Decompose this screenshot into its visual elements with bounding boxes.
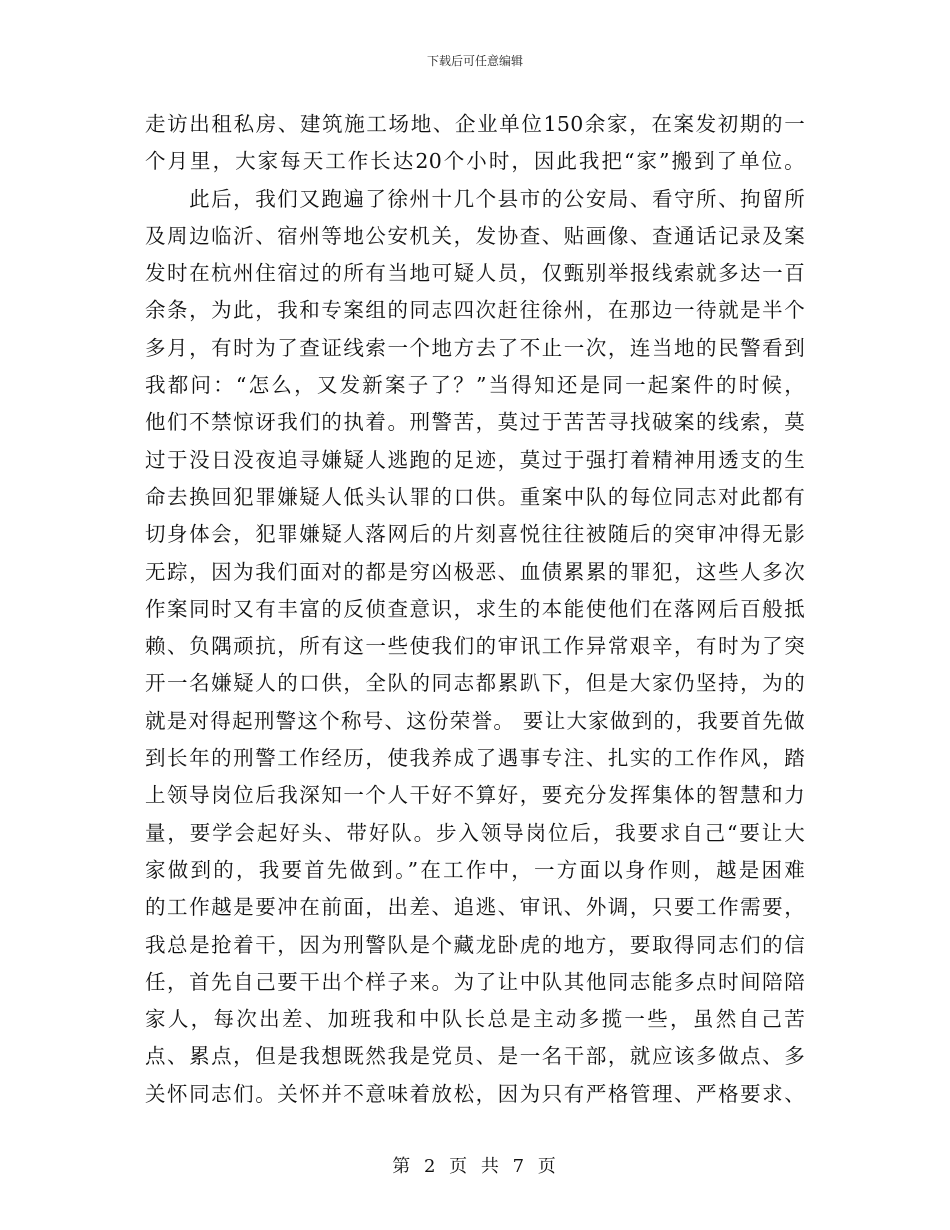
text-line: 命去换回犯罪嫌疑人低头认罪的口供。重案中队的每位同志对此都有: [145, 484, 805, 509]
text-line: 多月，有时为了查证线索一个地方去了不止一次，连当地的民警看到: [145, 335, 805, 360]
text-line: 的工作越是要冲在前面，出差、追逃、审讯、外调，只要工作需要，: [145, 895, 805, 920]
text-line: 家做到的，我要首先做到。”在工作中，一方面以身作则，越是困难: [145, 857, 805, 882]
text-line: 开一名嫌疑人的口供，全队的同志都累趴下，但是大家仍坚持，为的: [145, 671, 805, 696]
text-line: 我总是抢着干，因为刑警队是个藏龙卧虎的地方，要取得同志们的信: [145, 932, 805, 957]
text-line: 家人，每次出差、加班我和中队长总是主动多揽一些，虽然自己苦: [145, 1007, 805, 1032]
text-line: 任，首先自己要干出个样子来。为了让中队其他同志能多点时间陪陪: [145, 969, 805, 994]
text-line: 无踪，因为我们面对的都是穷凶极恶、血债累累的罪犯，这些人多次: [145, 559, 805, 584]
text-line: 上领导岗位后我深知一个人干好不算好，要充分发挥集体的智慧和力: [145, 783, 805, 808]
text-line: 走访出租私房、建筑施工场地、企业单位150余家，在案发初期的一: [145, 112, 805, 136]
text-line: 赖、负隅顽抗，所有这一些使我们的审讯工作异常艰辛，有时为了突: [145, 634, 805, 659]
text-line: 我都问：“怎么，又发新案子了？”当得知还是同一起案件的时候，: [145, 373, 805, 398]
text-line: 到长年的刑警工作经历，使我养成了遇事专注、扎实的工作作风，踏: [145, 746, 805, 771]
text-line: 及周边临沂、宿州等地公安机关，发协查、贴画像、查通话记录及案: [145, 223, 805, 248]
text-line: 切身体会，犯罪嫌疑人落网后的片刻喜悦往往被随后的突审冲得无影: [145, 522, 805, 547]
page-header: 下载后可任意编辑: [426, 54, 523, 68]
page-footer: 第 2 页 共 7 页: [392, 1156, 558, 1177]
text-line: 关怀同志们。关怀并不意味着放松，因为只有严格管理、严格要求、: [145, 1081, 805, 1106]
text-line: 他们不禁惊讶我们的执着。刑警苦，莫过于苦苦寻找破案的线索，莫: [145, 410, 805, 435]
text-line: 余条，为此，我和专案组的同志四次赶往徐州，在那边一待就是半个: [145, 298, 805, 323]
document-body: [145, 106, 805, 1113]
text-line: 就是对得起刑警这个称号、这份荣誉。 要让大家做到的，我要首先做: [145, 708, 805, 733]
text-line: 过于没日没夜追寻嫌疑人逃跑的足迹，莫过于强打着精神用透支的生: [145, 447, 805, 472]
text-line: 作案同时又有丰富的反侦查意识，求生的本能使他们在落网后百般抵: [145, 596, 805, 621]
text-line: 个月里，大家每天工作长达20个小时，因此我把“家”搬到了单位。: [145, 149, 805, 174]
text-line: 量，要学会起好头、带好队。步入领导岗位后，我要求自己“要让大: [145, 820, 805, 845]
text-line: 点、累点，但是我想既然我是党员、是一名干部，就应该多做点、多: [145, 1044, 805, 1069]
text-line: 此后，我们又跑遍了徐州十几个县市的公安局、看守所、拘留所: [145, 186, 805, 211]
text-line: 发时在杭州住宿过的所有当地可疑人员，仅甄别举报线索就多达一百: [145, 261, 805, 286]
